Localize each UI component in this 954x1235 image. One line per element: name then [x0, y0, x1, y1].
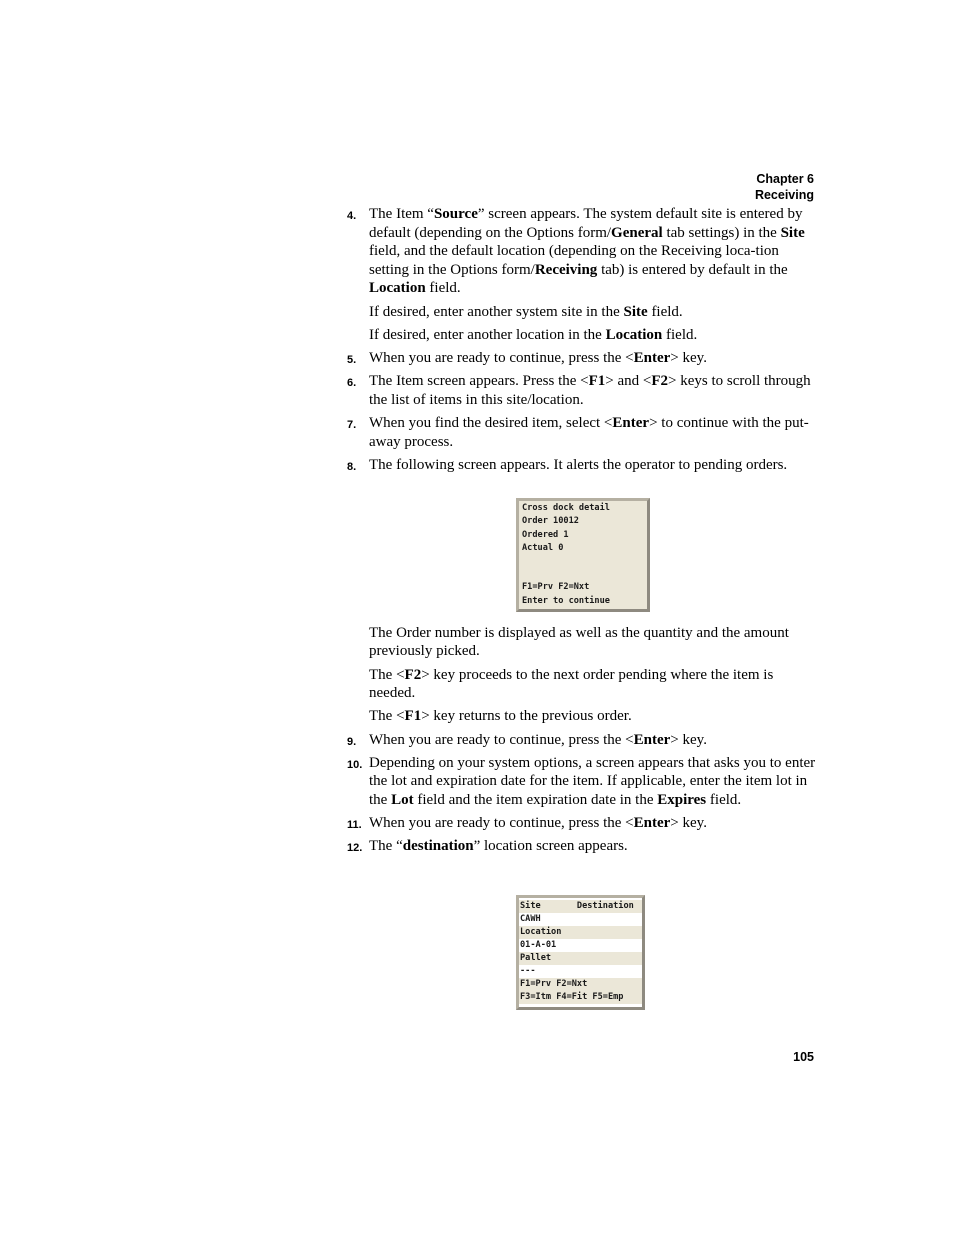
step-number: 10.: [347, 758, 363, 771]
step-9: 9. When you are ready to continue, press the <Enter> key.: [344, 731, 819, 750]
screen-line: Actual 0: [522, 543, 564, 553]
note-site: If desired, enter another system site in the Site field.: [369, 303, 683, 320]
step-6: 6. The Item screen appears. Press the <F1> and <F2> keys to scroll through the list of items in this site/location.: [347, 373, 811, 408]
step-number: 4.: [347, 210, 357, 222]
page-number: 105: [793, 1050, 814, 1064]
step-number: 6.: [347, 377, 357, 390]
step-number: 8.: [347, 460, 357, 473]
cross-dock-detail-screen: [516, 498, 650, 612]
screen-line: CAWH: [520, 914, 541, 924]
step-number: 11.: [347, 819, 362, 832]
chapter-label: Chapter 6: [756, 172, 814, 186]
step-8: 8. The following screen appears. It alerts the operator to pending orders.: [344, 456, 819, 475]
screen-line: ---: [520, 966, 536, 976]
running-head: [755, 171, 814, 203]
screen-line: F1=Prv F2=Nxt: [522, 582, 590, 592]
note-order-number: The Order number is displayed as well as the quantity and the amount previously picked.: [369, 624, 789, 660]
step-5: 5. When you are ready to continue, press the <Enter> key.: [344, 349, 819, 368]
screen-line: Site Destination: [519, 900, 642, 913]
step-number: 7.: [347, 418, 357, 431]
screen-line: F1=Prv F2=Nxt: [519, 978, 642, 991]
screen-line: Pallet: [519, 952, 642, 965]
step-number: 12.: [347, 842, 363, 855]
step-number: 9.: [347, 735, 357, 748]
note-f1: The <F1> key returns to the previous order.: [369, 708, 632, 725]
screen-line: Cross dock detail: [522, 503, 610, 513]
step-number: 5.: [347, 353, 357, 366]
screen-line: Order 10012: [522, 516, 579, 526]
screen-line: 01-A-01: [520, 940, 557, 950]
section-label: Receiving: [754, 188, 814, 202]
screen-line: F3=Itm F4=Fit F5=Emp: [519, 991, 642, 1004]
step-7: 7. When you find the desired item, select <Enter> to continue with the put-away process.: [347, 414, 809, 450]
step-4: 4. The Item “Source” screen appears. The system default site is entered by default (depending on the Options form/General tab settings) in the Site field, and the default location (depending on the Receiving loca-tion setting in the Options form/Receiving tab) is entered by default in the Location field.: [347, 206, 805, 297]
note-location: If desired, enter another location in the Location field.: [369, 326, 698, 343]
screen-line: Enter to continue: [522, 596, 610, 606]
destination-screen: [516, 895, 645, 1010]
step-10: 10. Depending on your system options, a screen appears that asks you to enter the lot and expiration date for the item. If applicable, enter the item lot in the Lot field and the item expiration date in the Expires field.: [347, 754, 816, 808]
screen-line: Ordered 1: [522, 530, 569, 540]
screen-line: Location: [519, 926, 642, 939]
note-f2: The <F2> key proceeds to the next order pending where the item is needed.: [369, 666, 774, 702]
step-12: 12. The “destination” location screen appears.: [344, 837, 819, 856]
step-11: 11. When you are ready to continue, press the <Enter> key.: [344, 814, 819, 833]
